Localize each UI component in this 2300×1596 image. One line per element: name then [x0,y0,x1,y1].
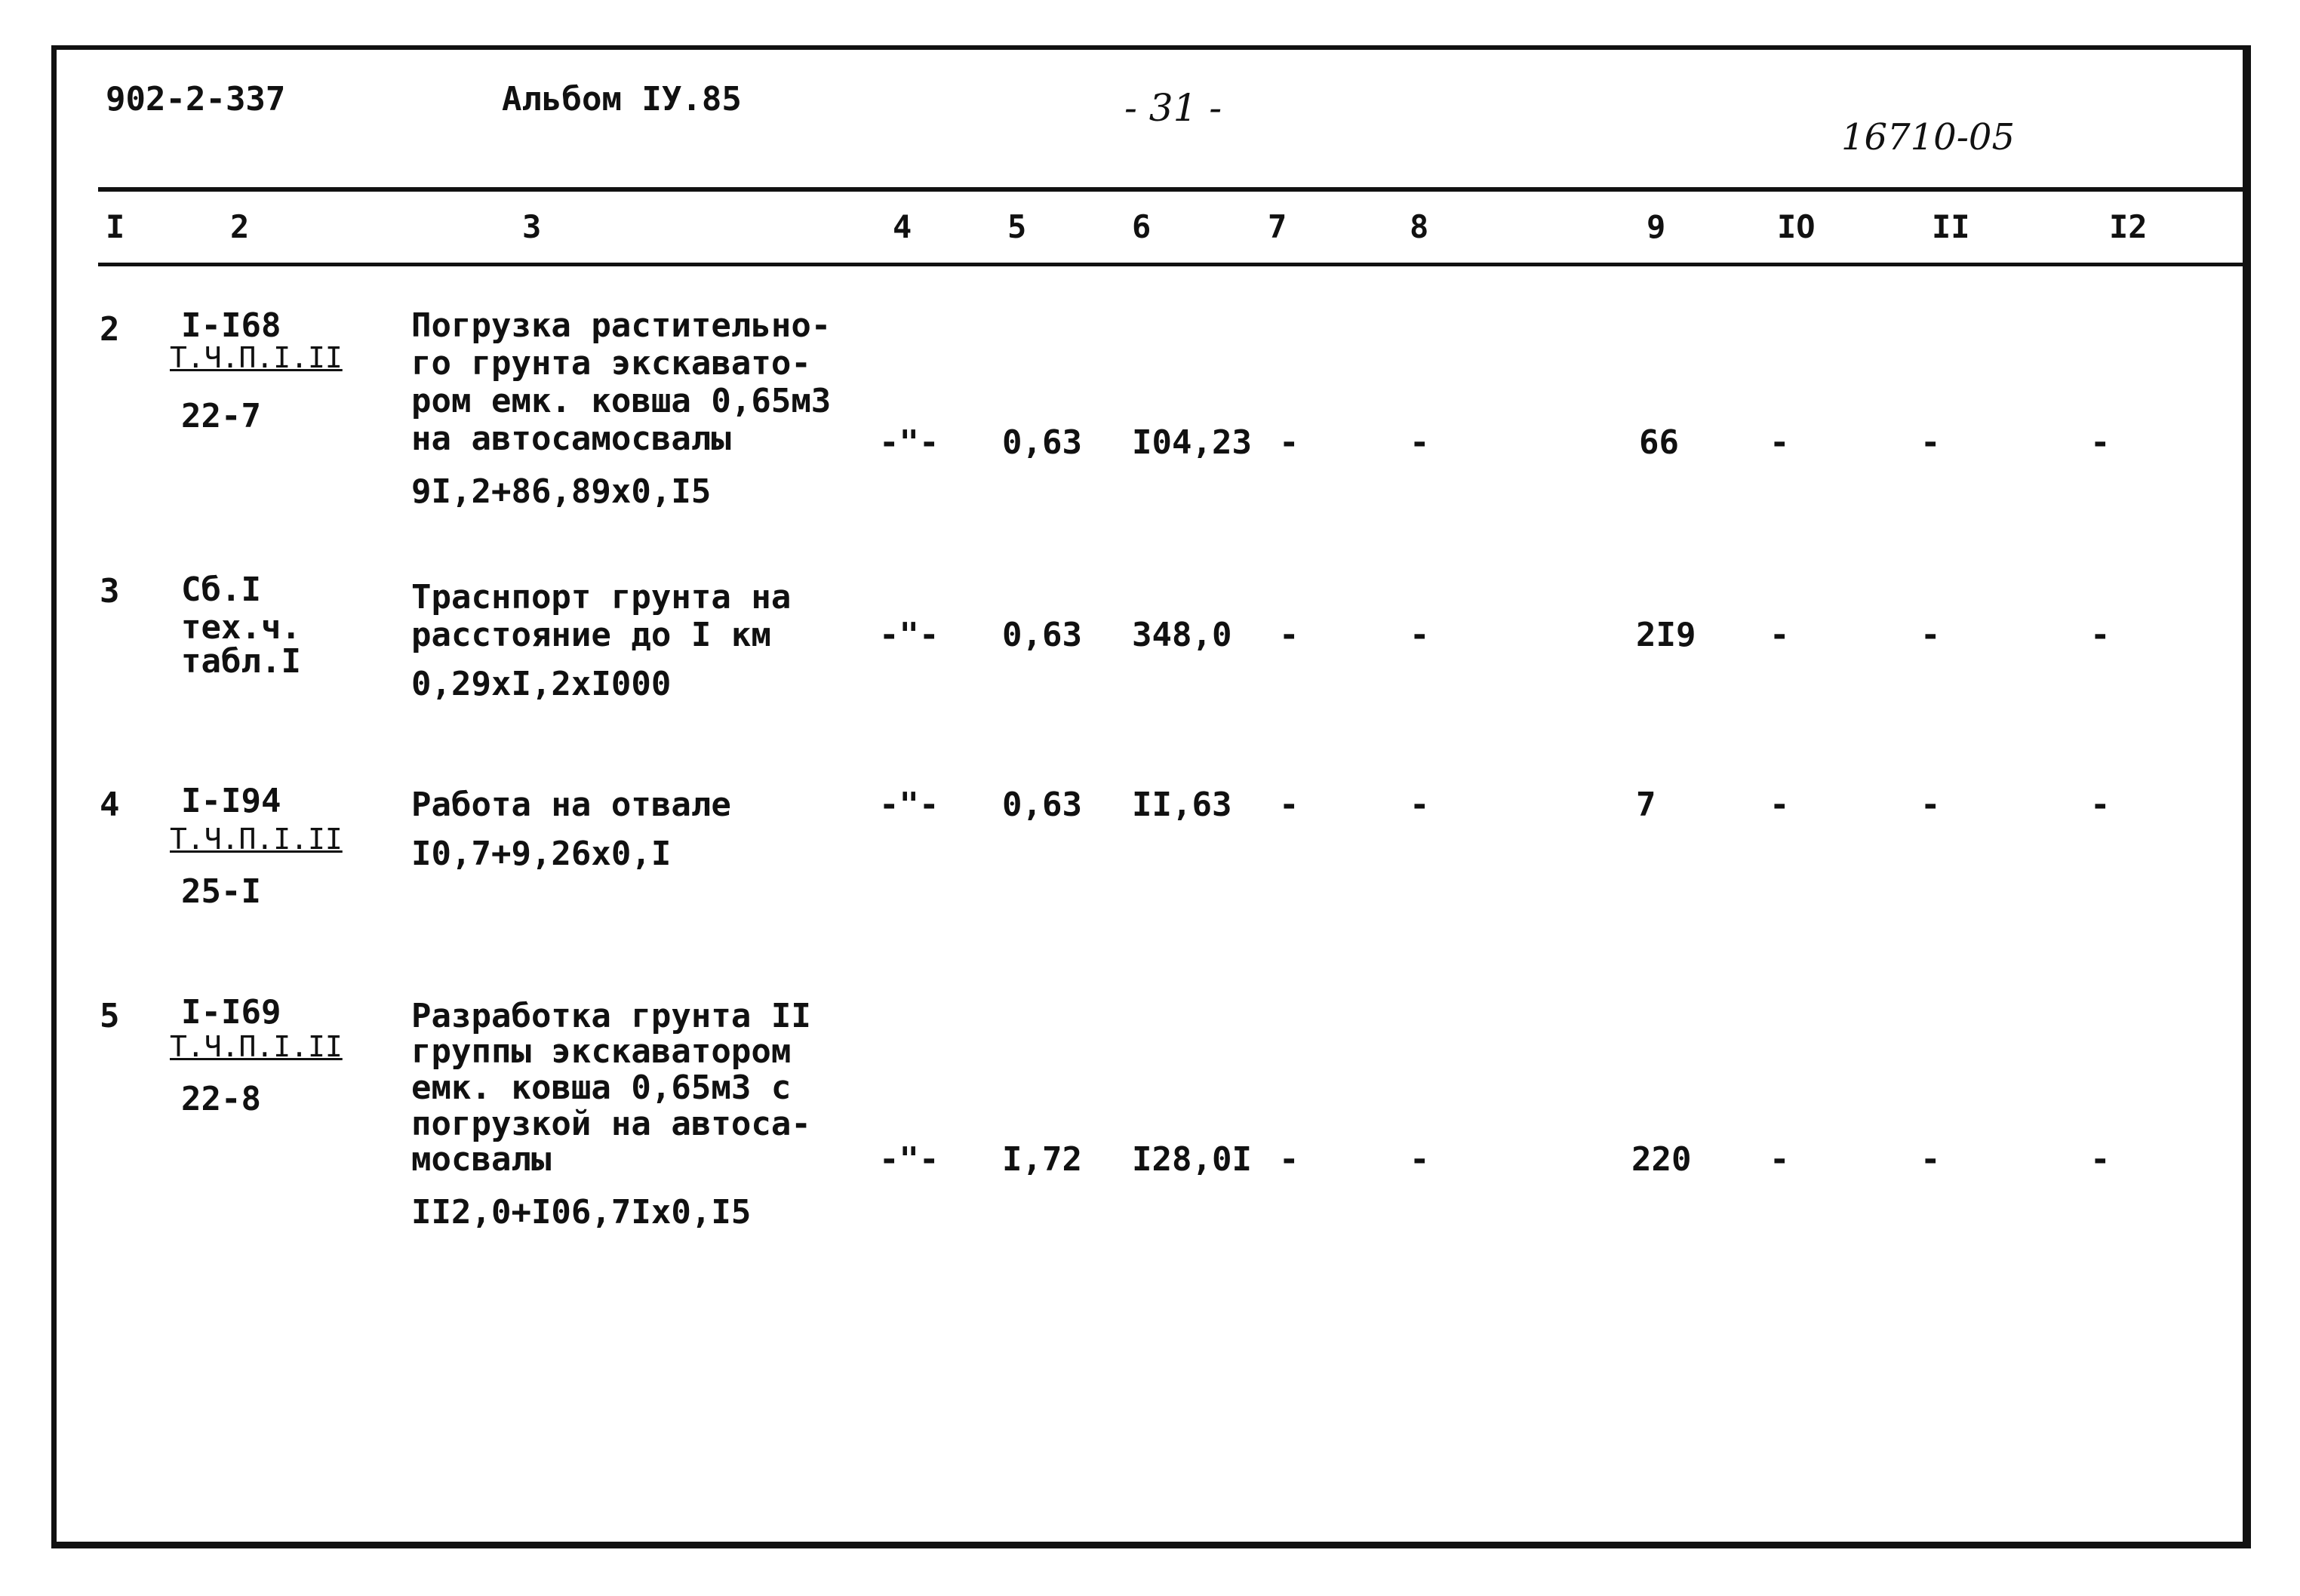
row-code-line3: 22-8 [181,1080,261,1118]
cell-col10: - [1770,786,1790,824]
col-header-12: I2 [2109,208,2148,245]
row-code-line3: табл.I [181,642,301,681]
header-rule-top [98,187,2249,192]
cell-col11: - [1920,423,1941,462]
col-header-8: 8 [1410,208,1429,245]
row-code-line3: 22-7 [181,397,261,435]
cell-col5: 0,63 [1002,616,1082,654]
row-desc-line: погрузкой на автоса- [411,1105,811,1143]
cell-col10: - [1770,616,1790,654]
row-desc-line: Погрузка растительно- [411,306,832,345]
row-code-line2: Т.Ч.П.І.II [170,823,343,856]
cell-col8: - [1410,616,1430,654]
row-formula: I0,7+9,26x0,I [411,835,672,873]
row-desc-line: Работа на отвале [411,786,731,824]
row-desc-line: го грунта экскавато- [411,344,811,383]
row-number: 5 [100,997,120,1035]
row-desc-line: Разработка грунта II [411,997,811,1035]
page-number: - 31 - [1124,86,1222,130]
album-label: Альбом IУ.85 [502,80,742,118]
row-code-line2: Т.Ч.П.І.II [170,1030,343,1063]
row-desc-line: на автосамосвалы [411,420,731,458]
col-header-5: 5 [1007,208,1027,245]
doc-number: 902-2-337 [106,80,286,118]
row-formula: 9I,2+86,89x0,I5 [411,472,712,511]
row-formula: 0,29xI,2xI000 [411,665,672,703]
col-header-7: 7 [1268,208,1287,245]
cell-col5: 0,63 [1002,786,1082,824]
row-number: 3 [100,572,120,610]
cell-col9: 220 [1631,1140,1692,1179]
row-code-line2: Т.Ч.П.І.II [170,341,343,374]
cell-col6: II,63 [1132,786,1232,824]
col-header-10: IO [1777,208,1816,245]
cell-col11: - [1920,786,1941,824]
cell-col9: 2I9 [1636,616,1696,654]
col-header-11: II [1932,208,1970,245]
row-code-line1: I-I69 [181,993,281,1032]
row-desc-line: ром емк. ковша 0,65м3 [411,382,832,420]
ditto-mark: -"- [879,786,939,824]
cell-col8: - [1410,1140,1430,1179]
row-number: 2 [100,310,120,349]
stamp-number: 16710-05 [1841,116,2015,158]
col-header-4: 4 [893,208,912,245]
row-formula: II2,0+I06,7Ix0,I5 [411,1193,752,1232]
row-code-line3: 25-I [181,872,261,911]
cell-col8: - [1410,786,1430,824]
row-code-line1: I-I68 [181,306,281,345]
col-header-2: 2 [230,208,250,245]
cell-col11: - [1920,1140,1941,1179]
row-number: 4 [100,786,120,824]
cell-col10: - [1770,423,1790,462]
row-code-line1: Сб.I [181,570,261,609]
cell-col11: - [1920,616,1941,654]
row-code-line2: тех.ч. [181,608,301,647]
row-desc-line: Траснпорт грунта на [411,578,792,617]
cell-col10: - [1770,1140,1790,1179]
cell-col9: 66 [1639,423,1679,462]
cell-col12: - [2090,1140,2111,1179]
cell-col5: I,72 [1002,1140,1082,1179]
row-code-line1: I-I94 [181,782,281,820]
row-desc-line: емк. ковша 0,65м3 с [411,1069,792,1107]
cell-col6: I28,0I [1132,1140,1252,1179]
ditto-mark: -"- [879,616,939,654]
cell-col12: - [2090,786,2111,824]
row-desc-line: расстояние до I км [411,616,771,654]
ditto-mark: -"- [879,1140,939,1179]
row-desc-line: мосвалы [411,1140,552,1179]
cell-col5: 0,63 [1002,423,1082,462]
col-header-1: I [106,208,125,245]
cell-col7: - [1279,786,1299,824]
cell-col6: I04,23 [1132,423,1252,462]
col-header-3: 3 [522,208,542,245]
header-rule-bottom [98,263,2249,266]
col-header-6: 6 [1132,208,1152,245]
cell-col6: 348,0 [1132,616,1232,654]
cell-col9: 7 [1636,786,1656,824]
cell-col8: - [1410,423,1430,462]
ditto-mark: -"- [879,423,939,462]
cell-col12: - [2090,423,2111,462]
cell-col7: - [1279,1140,1299,1179]
col-header-9: 9 [1647,208,1666,245]
cell-col7: - [1279,423,1299,462]
cell-col7: - [1279,616,1299,654]
row-desc-line: группы экскаватором [411,1032,792,1071]
cell-col12: - [2090,616,2111,654]
